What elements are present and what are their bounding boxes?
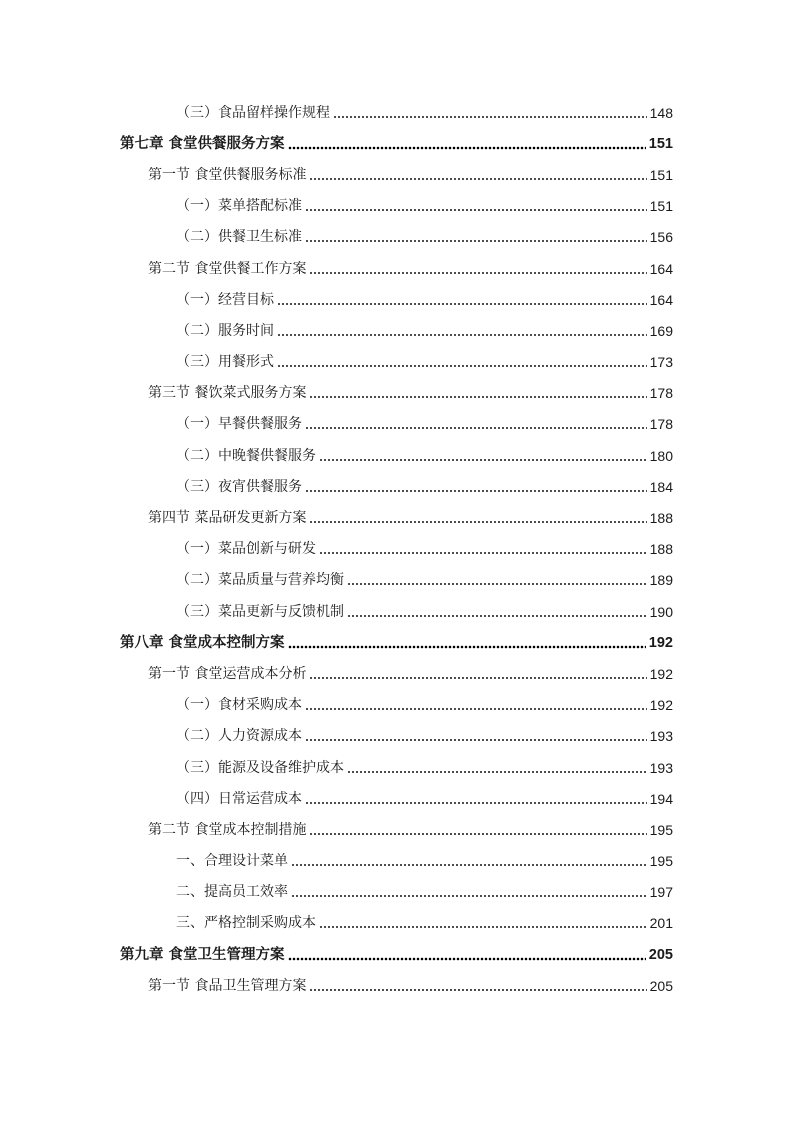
toc-entry-title: 一、合理设计菜单 [176, 853, 288, 870]
toc-entry-page-number: 164 [649, 260, 673, 277]
toc-entry-page-number: 193 [649, 728, 673, 745]
toc-entry-title: （三）夜宵供餐服务 [176, 478, 302, 495]
toc-entry-title: 第九章 食堂卫生管理方案 [120, 946, 285, 963]
dot-leader [305, 239, 647, 243]
toc-entry-page-number: 201 [649, 915, 673, 932]
dot-leader [309, 676, 646, 680]
toc-entry-title: 第八章 食堂成本控制方案 [120, 634, 285, 651]
dot-leader [277, 364, 647, 368]
toc-entry-page-number: 151 [649, 198, 673, 215]
toc-entry-chapter[interactable] [0, 627, 793, 658]
toc-entry-page-number: 148 [649, 104, 673, 121]
dot-leader [291, 863, 647, 867]
toc-entry-item[interactable] [0, 97, 793, 128]
toc-entry-page-number: 205 [648, 946, 673, 963]
toc-entry-item[interactable] [0, 191, 793, 222]
toc-entry-title: 第二节 食堂成本控制措施 [148, 821, 307, 838]
toc-entry-item[interactable] [0, 752, 793, 783]
toc-entry-page-number: 180 [649, 447, 673, 464]
toc-entry-item[interactable] [0, 222, 793, 253]
toc-entry-item[interactable] [0, 908, 793, 939]
dot-leader [309, 832, 646, 836]
toc-entry-item[interactable] [0, 471, 793, 502]
toc-entry-page-number: 192 [648, 634, 673, 651]
dot-leader [309, 520, 646, 524]
toc-entry-page-number: 173 [649, 354, 673, 371]
toc-entry-section[interactable] [0, 970, 793, 1001]
toc-entry-section[interactable] [0, 378, 793, 409]
dot-leader [347, 770, 647, 774]
toc-entry-title: 第一节 食堂供餐服务标准 [148, 166, 307, 183]
toc-entry-page-number: 184 [649, 478, 673, 495]
toc-entry-title: 第四节 菜品研发更新方案 [148, 510, 307, 527]
toc-entry-title: 第一节 食堂运营成本分析 [148, 665, 307, 682]
toc-entry-title: （三）能源及设备维护成本 [176, 759, 344, 776]
toc-entry-page-number: 169 [649, 322, 673, 339]
toc-entry-title: 第三节 餐饮菜式服务方案 [148, 385, 307, 402]
toc-entry-title: （三）食品留样操作规程 [176, 104, 330, 121]
toc-entry-title: （三）菜品更新与反馈机制 [176, 603, 344, 620]
toc-entry-title: （二）供餐卫生标准 [176, 229, 302, 246]
dot-leader [319, 458, 647, 462]
toc-entry-title: 第二节 食堂供餐工作方案 [148, 260, 307, 277]
dot-leader [291, 894, 647, 898]
dot-leader [305, 738, 647, 742]
toc-entry-title: （一）菜品创新与研发 [176, 541, 316, 558]
toc-entry-title: （二）中晚餐供餐服务 [176, 447, 316, 464]
toc-entry-page-number: 192 [649, 665, 673, 682]
toc-entry-page-number: 195 [649, 853, 673, 870]
toc-entry-item[interactable] [0, 315, 793, 346]
toc-entry-section[interactable] [0, 159, 793, 190]
dot-leader [309, 395, 646, 399]
dot-leader [347, 582, 647, 586]
toc-entry-title: （一）早餐供餐服务 [176, 416, 302, 433]
dot-leader [305, 801, 647, 805]
dot-leader [288, 645, 646, 649]
toc-entry-page-number: 205 [649, 977, 673, 994]
dot-leader [305, 707, 647, 711]
toc-entry-page-number: 190 [649, 603, 673, 620]
toc-entry-page-number: 188 [649, 510, 673, 527]
toc-entry-item[interactable] [0, 409, 793, 440]
toc-entry-item[interactable] [0, 846, 793, 877]
table-of-contents [0, 97, 793, 1001]
dot-leader [309, 988, 646, 992]
dot-leader [309, 177, 646, 181]
toc-entry-page-number: 197 [649, 884, 673, 901]
toc-entry-section[interactable] [0, 814, 793, 845]
dot-leader [333, 115, 647, 119]
toc-entry-item[interactable] [0, 877, 793, 908]
toc-entry-page-number: 151 [648, 135, 673, 152]
toc-entry-page-number: 178 [649, 416, 673, 433]
toc-entry-section[interactable] [0, 253, 793, 284]
toc-entry-section[interactable] [0, 658, 793, 689]
toc-entry-chapter[interactable] [0, 128, 793, 159]
toc-entry-item[interactable] [0, 690, 793, 721]
toc-entry-title: （二）菜品质量与营养均衡 [176, 572, 344, 589]
toc-entry-title: （一）经营目标 [176, 291, 274, 308]
toc-entry-item[interactable] [0, 347, 793, 378]
toc-entry-page-number: 156 [649, 229, 673, 246]
dot-leader [277, 302, 647, 306]
toc-entry-item[interactable] [0, 783, 793, 814]
toc-entry-page-number: 151 [649, 166, 673, 183]
toc-entry-page-number: 193 [649, 759, 673, 776]
toc-entry-item[interactable] [0, 721, 793, 752]
toc-entry-item[interactable] [0, 534, 793, 565]
toc-entry-title: （二）服务时间 [176, 322, 274, 339]
toc-entry-page-number: 189 [649, 572, 673, 589]
toc-entry-page-number: 188 [649, 541, 673, 558]
toc-entry-page-number: 194 [649, 790, 673, 807]
toc-entry-title: （四）日常运营成本 [176, 790, 302, 807]
toc-entry-page-number: 192 [649, 697, 673, 714]
toc-entry-item[interactable] [0, 565, 793, 596]
dot-leader [309, 271, 646, 275]
toc-entry-title: 第一节 食品卫生管理方案 [148, 977, 307, 994]
toc-entry-title: 二、提高员工效率 [176, 884, 288, 901]
dot-leader [347, 614, 647, 618]
dot-leader [288, 146, 646, 150]
toc-entry-page-number: 178 [649, 385, 673, 402]
toc-entry-title: （一）食材采购成本 [176, 697, 302, 714]
toc-entry-title: 第七章 食堂供餐服务方案 [120, 135, 285, 152]
toc-entry-page-number: 195 [649, 821, 673, 838]
dot-leader [319, 925, 647, 929]
dot-leader [288, 957, 646, 961]
dot-leader [277, 333, 647, 337]
toc-entry-section[interactable] [0, 502, 793, 533]
dot-leader [305, 426, 647, 430]
toc-entry-page-number: 164 [649, 291, 673, 308]
dot-leader [305, 208, 647, 212]
toc-entry-item[interactable] [0, 596, 793, 627]
toc-entry-item[interactable] [0, 440, 793, 471]
toc-entry-title: 三、严格控制采购成本 [176, 915, 316, 932]
toc-entry-title: （一）菜单搭配标准 [176, 198, 302, 215]
dot-leader [319, 551, 647, 555]
dot-leader [305, 489, 647, 493]
toc-entry-chapter[interactable] [0, 939, 793, 970]
toc-entry-title: （三）用餐形式 [176, 354, 274, 371]
toc-entry-title: （二）人力资源成本 [176, 728, 302, 745]
toc-entry-item[interactable] [0, 284, 793, 315]
